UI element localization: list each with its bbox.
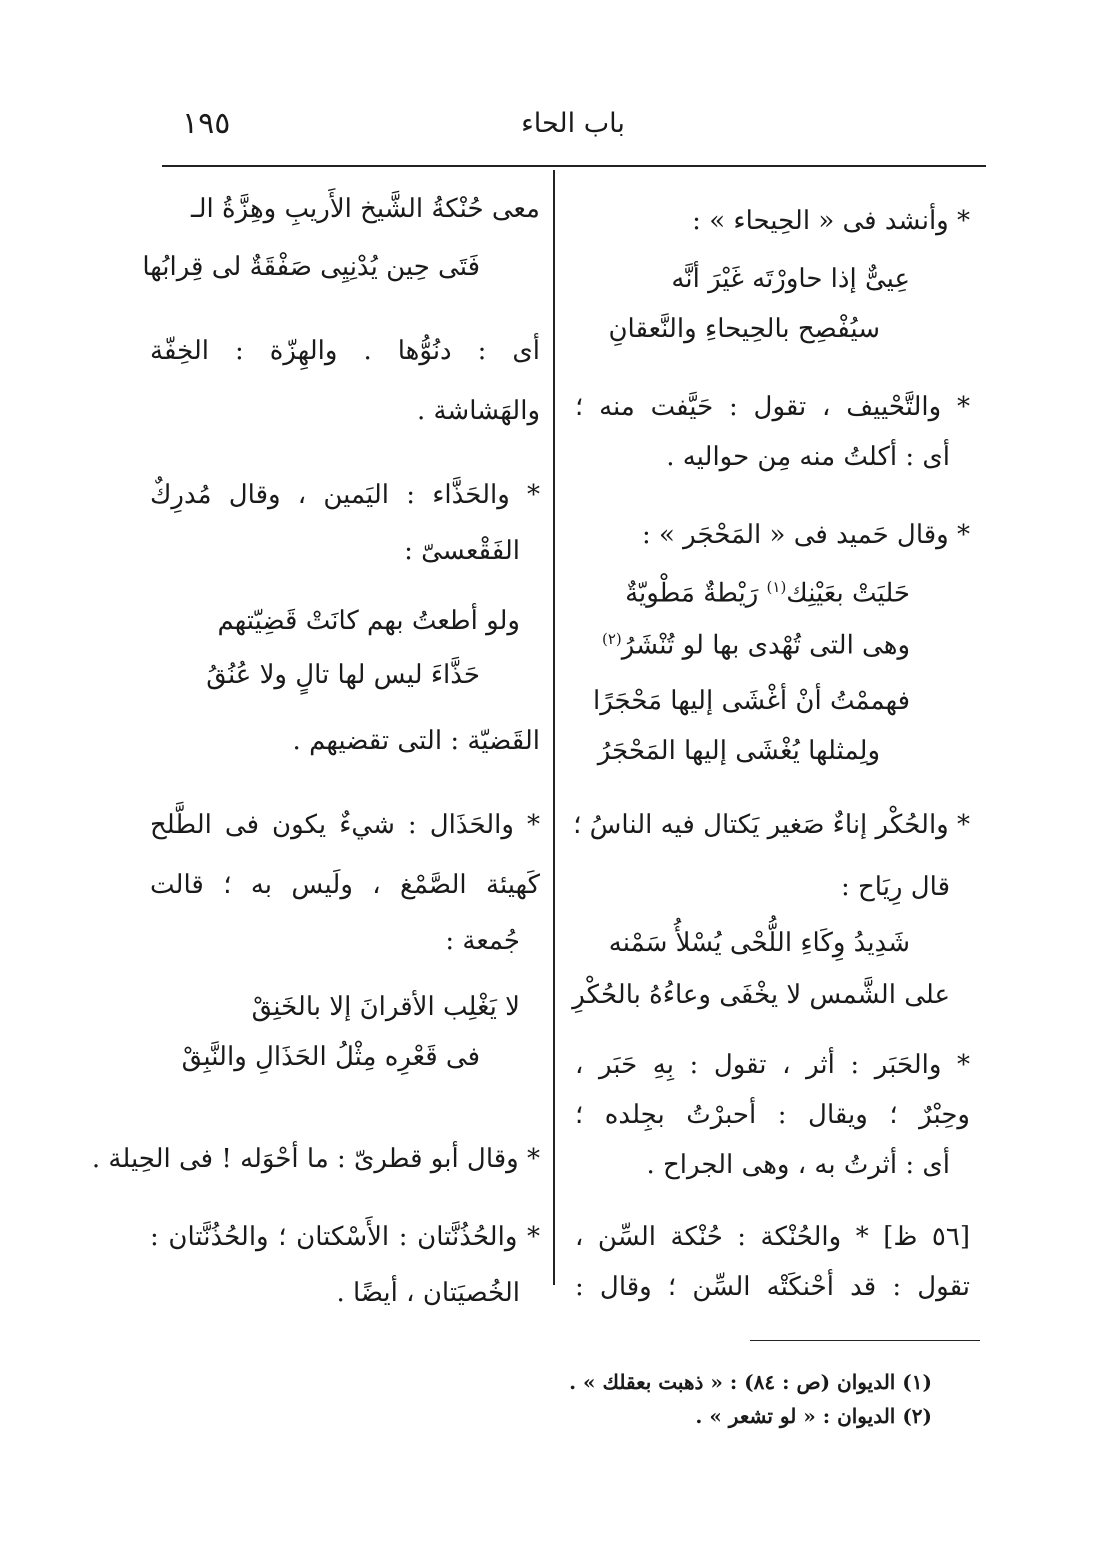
text-line — [150, 660, 480, 691]
text-line — [150, 1042, 480, 1073]
line-text: تقول : قد أحْنكَتْه السِّن ؛ وقال : — [575, 1272, 970, 1302]
text-line — [150, 336, 540, 367]
footnote-marker: (١) — [766, 578, 787, 596]
text-line — [575, 736, 880, 767]
text-line — [575, 520, 970, 551]
column-divider — [553, 170, 555, 1285]
text-line — [150, 606, 520, 637]
line-text: [٥٦ ظ] * والحُنْكة : حُنْكة السِّن ، — [575, 1222, 970, 1252]
text-line — [575, 1272, 970, 1303]
text-line — [575, 630, 910, 662]
text-line — [575, 1222, 970, 1253]
text-line — [575, 928, 910, 959]
line-text: * وقال أبو قطرىّ : ما أحْوَله ! فى الحِيلة . — [91, 1144, 540, 1174]
line-text: الخُصيَتان ، أيضًا . — [336, 1278, 520, 1308]
page-number: ١٩٥ — [182, 106, 231, 141]
line-text: فهممْتُ أنْ أغْشَى إليها مَحْجَرًا — [592, 686, 910, 716]
footnote-marker: (٢) — [601, 630, 622, 648]
page-header — [160, 98, 986, 158]
text-line — [575, 392, 970, 423]
text-line — [575, 578, 910, 610]
text-line — [575, 442, 950, 473]
line-text: عِيىٌّ إذا حاورْتَه غَيْرَ أنَّه — [671, 264, 910, 294]
line-text: * والحَذَال : شيءٌ يكون فى الطَّلح — [150, 810, 540, 840]
text-line — [575, 314, 880, 345]
text-line — [572, 980, 950, 1011]
text-line — [575, 686, 910, 717]
line-text: والهَشاشة . — [416, 396, 540, 426]
text-line — [142, 252, 480, 283]
line-text: على الشَّمس لا يخْفَى وعاءُهُ بالحُكْرِ — [572, 980, 950, 1010]
text-line — [150, 194, 540, 225]
text-line — [150, 480, 540, 511]
text-line — [150, 870, 540, 901]
line-text: سيُفْصِح بالحِيحاءِ والنَّعقانِ — [608, 314, 880, 344]
text-line — [575, 1100, 970, 1131]
text-line — [150, 1278, 520, 1309]
line-text: وهى التى تُهْدى بها لو تُنْشَرُ — [621, 630, 910, 661]
line-text: * والحُذُنَّتان : الأَسْكتان ؛ والحُذُنَّتان : — [150, 1222, 540, 1252]
line-text: جُمعة : — [445, 926, 520, 956]
line-text: * والحَبَر : أثر ، تقول : بِهِ حَبَر ، — [575, 1050, 970, 1080]
header-rule — [162, 165, 986, 167]
text-line — [150, 810, 540, 841]
line-text: لا يَغْلِب الأقرانَ إلا بالخَنِقْ — [251, 992, 520, 1022]
running-title: باب الحاء — [521, 108, 625, 139]
text-line — [575, 1150, 950, 1181]
line-text-rest: رَيْطةٌ مَطْويّةٌ — [625, 578, 767, 609]
text-line — [150, 926, 520, 957]
line-text: الفَقْعسىّ : — [404, 536, 520, 566]
line-text: شَدِيدُ وِكَاءِ اللُّحْى يُسْلأُ سَمْنه — [608, 928, 910, 958]
line-text: * وأنشد فى « الحِيحاء » : — [692, 206, 970, 236]
line-text: القَضيّة : التى تقضيهم . — [292, 726, 540, 756]
text-line — [575, 1050, 970, 1081]
text-line — [150, 536, 520, 567]
footnote: (١) الديوان (ص : ٨٤) : « ذهبت بعقلك » . — [569, 1370, 932, 1394]
text-line — [575, 872, 950, 903]
line-text: * والحَذَّاء : اليَمين ، وقال مُدرِكٌ — [150, 480, 540, 510]
line-text: * والتَّحْييف ، تقول : حَيَّفت منه ؛ — [575, 392, 970, 422]
text-line — [575, 206, 970, 237]
line-text: أى : أكلتُ منه مِن حواليه . — [666, 442, 950, 472]
line-text: حَليَتْ بعَيْنِك — [786, 578, 910, 609]
footnote: (٢) الديوان : « لو تشعر » . — [695, 1404, 932, 1428]
line-text: وحِبْرٌ ؛ ويقال : أحبرْتُ بجِلده ؛ — [575, 1100, 970, 1130]
line-text: قال رِيَاح : — [840, 872, 950, 902]
line-text: حَذَّاءَ ليس لها تالٍ ولا عُنُقُ — [206, 660, 480, 690]
text-line — [575, 810, 970, 841]
line-text: أى : دنُوُّها . والهِزّة : الخِفّة — [150, 336, 540, 366]
text-line — [150, 726, 540, 757]
line-text: أى : أثرتُ به ، وهى الجراح . — [646, 1150, 950, 1180]
text-line — [150, 992, 520, 1023]
text-line — [150, 396, 540, 427]
footnote-rule — [750, 1340, 980, 1341]
line-text: فى قَعْرِه مِثْلُ الحَذَالِ والنَّبِقْ — [181, 1042, 480, 1072]
line-text: فَتَى حِين يُدْنِيِى صَفْقَةٌ لى قِرابُها — [142, 252, 480, 282]
line-text: ولِمثلها يُغْشَى إليها المَحْجَرُ — [597, 736, 880, 766]
text-line — [150, 1222, 540, 1253]
line-text: ولو أطعتُ بهم كانَتْ قَضِيّتهم — [217, 606, 520, 636]
text-line — [91, 1144, 540, 1175]
text-line — [575, 264, 910, 295]
line-text: * والحُكْر إناءٌ صَغير يَكتال فيه الناسُ ؛ — [573, 810, 970, 840]
line-text: معى حُنْكةُ الشَّيخ الأَريبِ وهِزَّةُ الـ — [190, 194, 540, 224]
line-text: كَهيئة الصَّمْغ ، ولَيس به ؛ قالت — [150, 870, 540, 900]
line-text: * وقال حَميد فى « المَحْجَر » : — [641, 520, 970, 550]
